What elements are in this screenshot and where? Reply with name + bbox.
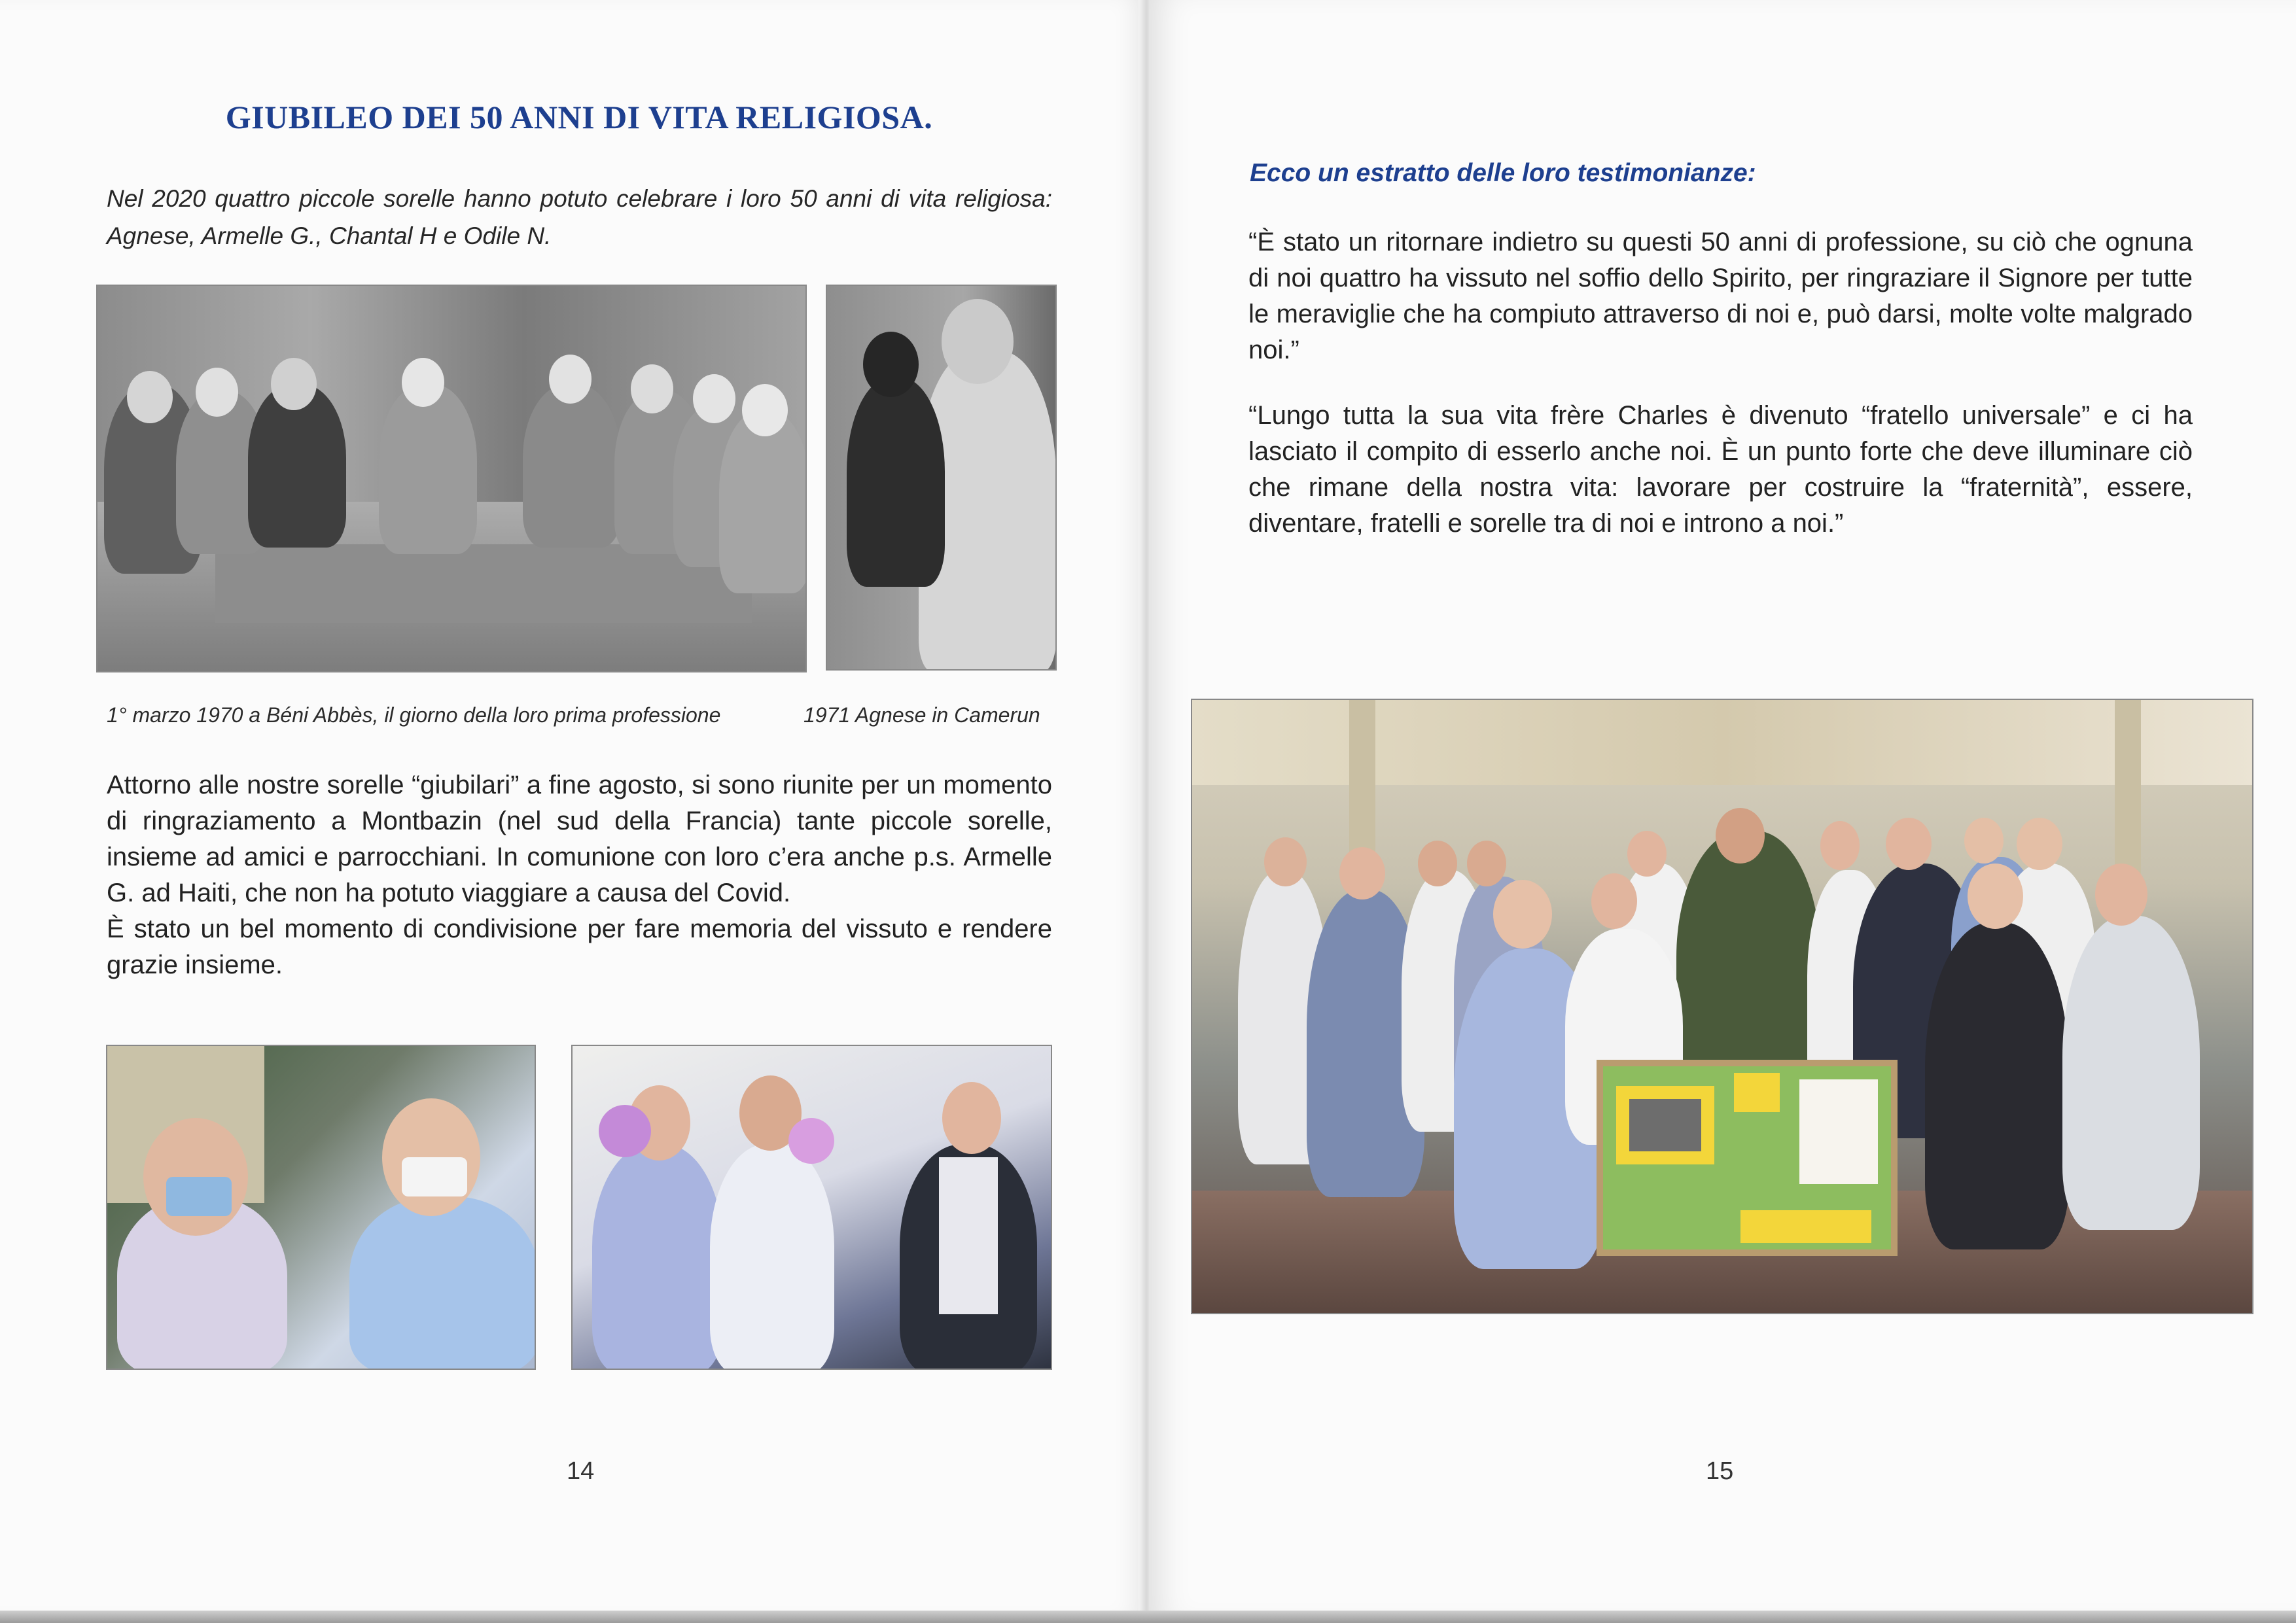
- photo-three-sisters-with-orchids: [571, 1045, 1052, 1370]
- page-title: GIUBILEO DEI 50 ANNI DI VITA RELIGIOSA.: [225, 99, 933, 135]
- testimony-quote-2: “Lungo tutta la sua vita frère Charles è divenuto “fratello universale” e ci ha lasciato il compito di esserlo anche noi. È un punto forte che deve illuminare ciò che rimane della nostra vita: lavorare per costruire la “fraternità”, essere, diventare, fratelli e sorelle tra di noi e introno a noi.”: [1248, 401, 2193, 538]
- body-paragraph: [107, 767, 1052, 983]
- photo-two-sisters: [106, 1045, 536, 1370]
- caption-portrait-photo: 1971 Agnese in Camerun: [804, 703, 1040, 727]
- left-page: [0, 0, 1145, 1616]
- portrait-photo-1971: [826, 285, 1057, 671]
- testimony-quote-1: “È stato un ritornare indietro su questi 50 anni di professione, su ciò che ognuna di noi quattro ha vissuto nel soffio dello Spirito, per ringraziare il Signore per tutte le meraviglie che ha compiuto attraverso di noi e, può darsi, molte volte malgrado noi.”: [1248, 228, 2193, 364]
- body-paragraph-line-2: È stato un bel momento di condivisione per fare memoria del vissuto e rendere grazie insieme.: [107, 915, 1052, 979]
- group-photo-1970: [96, 285, 807, 672]
- intro-paragraph: Nel 2020 quattro piccole sorelle hanno potuto celebrare i loro 50 anni di vita religiosa: Agnese, Armelle G., Chantal H e Odile N.: [107, 185, 1052, 249]
- page-number-right: 15: [1706, 1457, 1734, 1485]
- booklet-bottom-edge: [0, 1611, 2296, 1623]
- testimonies-heading: Ecco un estratto delle loro testimonianze:: [1250, 159, 1756, 187]
- body-paragraph-line-1: Attorno alle nostre sorelle “giubilari” a fine agosto, si sono riunite per un momento di ringraziamento a Montbazin (nel sud della Francia) tante piccole sorelle, insieme ad amici e parrocchiani. In comunione con loro c’era anche p.s. Armelle G. ad Haiti, che non ha potuto viaggiare a causa del Covid.: [107, 771, 1052, 907]
- caption-group-photo: 1° marzo 1970 a Béni Abbès, il giorno della loro prima professione: [107, 703, 721, 727]
- jubilee-poster: [1597, 1060, 1898, 1256]
- page-number-left: 14: [567, 1457, 595, 1485]
